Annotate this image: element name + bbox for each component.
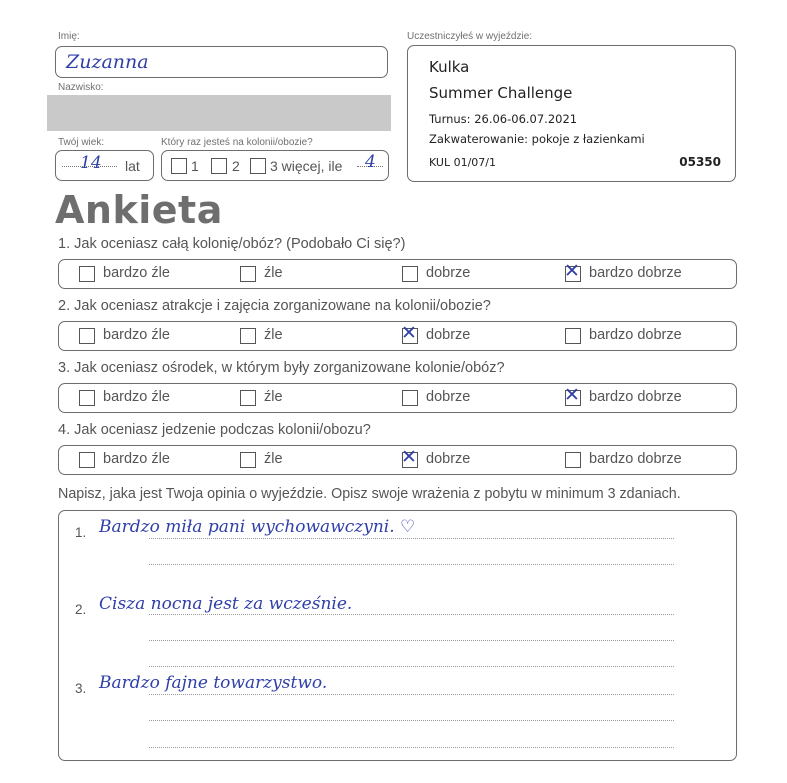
check-mark-icon: ✕: [401, 446, 417, 468]
option-label: źle: [264, 265, 283, 281]
option-label: dobrze: [426, 389, 471, 405]
first-name-label: Imię:: [58, 31, 80, 42]
question-1-option-4-checkbox[interactable]: [564, 260, 581, 282]
camp-count-value: 4: [365, 152, 376, 172]
opinion-line: [149, 538, 674, 539]
opinion-entry-3-number: 3.: [75, 681, 87, 696]
camp-count-3-label: 3 więcej, ile: [270, 158, 343, 174]
option-label: dobrze: [426, 451, 471, 467]
last-name-redaction: [47, 95, 391, 131]
option-label: bardzo dobrze: [589, 389, 682, 405]
question-number: 1.: [58, 236, 71, 252]
question-2-options: [58, 321, 737, 351]
question-3-text: [58, 360, 505, 376]
question-4-options: [58, 445, 737, 475]
last-name-label: Nazwisko:: [58, 82, 104, 93]
opinion-line: [149, 640, 674, 641]
trip-turnus: Turnus: 26.06-06.07.2021: [429, 112, 578, 126]
camp-count-2-label: 2: [232, 158, 240, 174]
opinion-box[interactable]: [58, 510, 737, 761]
age-label: Twój wiek:: [58, 137, 105, 148]
survey-title: Ankieta: [55, 188, 223, 232]
first-name-value: Zuzanna: [66, 51, 149, 73]
question-2-option-4-checkbox[interactable]: [565, 328, 581, 344]
opinion-line: [149, 564, 674, 565]
question-1-option-1-checkbox[interactable]: [79, 266, 95, 282]
question-3-option-1-checkbox[interactable]: [79, 390, 95, 406]
option-label: dobrze: [426, 265, 471, 281]
opinion-prompt: Napisz, jaka jest Twoja opinia o wyjeździe. Opisz swoje wrażenia z pobytu w minimum 3 zdaniach.: [58, 486, 681, 502]
age-field[interactable]: [55, 150, 154, 181]
question-2-option-3-checkbox[interactable]: [401, 322, 418, 344]
age-unit: lat: [125, 158, 140, 174]
question-label: Jak oceniasz atrakcje i zajęcia zorganizowane na kolonii/obozie?: [74, 298, 491, 314]
option-label: bardzo dobrze: [589, 451, 682, 467]
question-label: Jak oceniasz ośrodek, w którym były zorganizowane kolonie/obóz?: [74, 360, 505, 376]
question-number: 2.: [58, 298, 71, 314]
trip-name: Kulka: [429, 58, 470, 76]
question-number: 3.: [58, 360, 71, 376]
first-name-field[interactable]: [55, 46, 388, 78]
camp-count-1-checkbox[interactable]: [171, 158, 187, 174]
question-label: Jak oceniasz jedzenie podczas kolonii/obozu?: [74, 422, 371, 438]
option-label: bardzo źle: [103, 327, 170, 343]
question-1-text: [58, 236, 405, 252]
opinion-entry-2-text: Cisza nocna jest za wcześnie.: [99, 594, 353, 614]
opinion-entry-2-number: 2.: [75, 602, 87, 617]
check-mark-icon: ✕: [564, 384, 580, 406]
question-2-option-1-checkbox[interactable]: [79, 328, 95, 344]
check-mark-icon: ✕: [401, 322, 417, 344]
question-4-option-3-checkbox[interactable]: [401, 446, 418, 468]
camp-count-3-checkbox[interactable]: [250, 158, 266, 174]
question-2-text: [58, 298, 491, 314]
question-1-option-2-checkbox[interactable]: [240, 266, 256, 282]
camp-count-1-label: 1: [191, 158, 199, 174]
option-label: źle: [264, 389, 283, 405]
opinion-line: [149, 720, 674, 721]
opinion-line: [149, 614, 674, 615]
option-label: bardzo źle: [103, 451, 170, 467]
question-4-option-2-checkbox[interactable]: [240, 452, 256, 468]
question-4-option-1-checkbox[interactable]: [79, 452, 95, 468]
trip-number: 05350: [679, 155, 721, 169]
opinion-entry-1-text: Bardzo miła pani wychowawczyni. ♡: [99, 517, 416, 537]
option-label: bardzo dobrze: [589, 327, 682, 343]
question-3-option-3-checkbox[interactable]: [402, 390, 418, 406]
question-3-option-2-checkbox[interactable]: [240, 390, 256, 406]
opinion-line: [149, 694, 674, 695]
question-3-option-4-checkbox[interactable]: [564, 384, 581, 406]
option-label: dobrze: [426, 327, 471, 343]
camp-count-field[interactable]: [161, 150, 389, 181]
camp-count-label: Który raz jesteś na kolonii/obozie?: [161, 137, 313, 148]
trip-program: Summer Challenge: [429, 84, 573, 102]
question-1-options: [58, 259, 737, 289]
question-label: Jak oceniasz całą kolonię/obóz? (Podobało Ci się?): [74, 236, 406, 252]
opinion-line: [149, 666, 674, 667]
option-label: źle: [264, 327, 283, 343]
trip-label: Uczestniczyłeś w wyjeździe:: [407, 31, 533, 42]
opinion-entry-1-number: 1.: [75, 525, 87, 540]
question-4-text: [58, 422, 371, 438]
age-value: 14: [80, 153, 102, 173]
option-label: bardzo dobrze: [589, 265, 682, 281]
check-mark-icon: ✕: [564, 260, 580, 282]
trip-code: KUL 01/07/1: [429, 156, 496, 169]
option-label: źle: [264, 451, 283, 467]
question-4-option-4-checkbox[interactable]: [565, 452, 581, 468]
option-label: bardzo źle: [103, 265, 170, 281]
question-number: 4.: [58, 422, 71, 438]
trip-accommodation: Zakwaterowanie: pokoje z łazienkami: [429, 132, 645, 146]
question-1-option-3-checkbox[interactable]: [402, 266, 418, 282]
option-label: bardzo źle: [103, 389, 170, 405]
opinion-line: [149, 747, 674, 748]
question-3-options: [58, 383, 737, 413]
trip-info-box: [407, 45, 736, 182]
opinion-entry-3-text: Bardzo fajne towarzystwo.: [99, 673, 328, 693]
camp-count-2-checkbox[interactable]: [211, 158, 227, 174]
question-2-option-2-checkbox[interactable]: [240, 328, 256, 344]
